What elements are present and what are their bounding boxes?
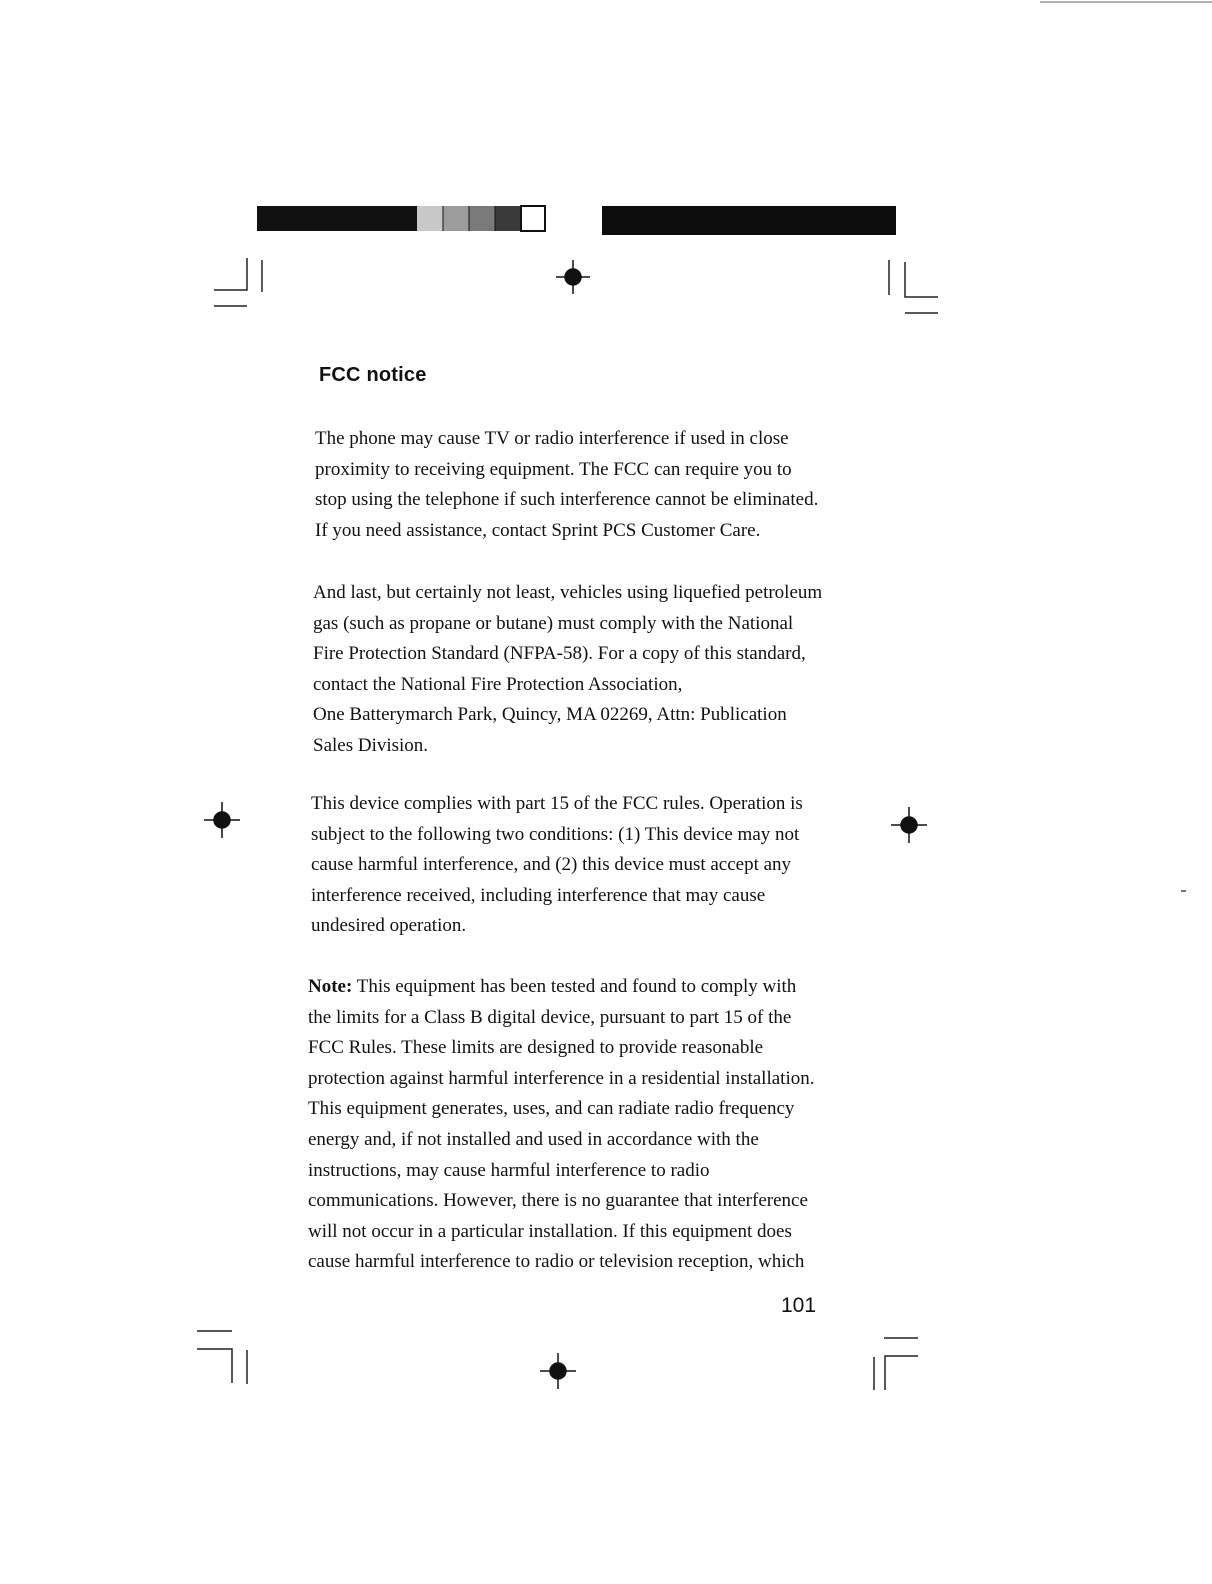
paragraph-part15-compliance <box>311 789 803 942</box>
text-line: communications. However, there is no guarantee that interference <box>308 1190 808 1212</box>
text-line: instructions, may cause harmful interference to radio <box>308 1159 710 1181</box>
text-line: the limits for a Class B digital device, pursuant to part 15 of the <box>308 1006 792 1028</box>
text-line: energy and, if not installed and used in accordance with the <box>308 1128 759 1150</box>
text-line: This device complies with part 15 of the FCC rules. Operation is <box>311 793 803 814</box>
registration-target-bottom <box>540 1353 576 1389</box>
paragraph-tv-interference <box>315 424 818 546</box>
text-line <box>308 972 814 1003</box>
page-number: 101 <box>781 1294 817 1317</box>
text-line: cause harmful interference to radio or television reception, which <box>308 1251 805 1273</box>
crop-mark-top-left <box>214 258 262 306</box>
text-line: And last, but certainly not least, vehicles using liquefied petroleum <box>313 582 823 603</box>
note-label: Note: <box>308 976 353 997</box>
paragraph-note-class-b <box>308 972 814 1278</box>
text-line: proximity to receiving equipment. The FCC can require you to <box>315 458 792 480</box>
text-line: stop using the telephone if such interference cannot be eliminated. <box>315 489 819 511</box>
text-line: undesired operation. <box>311 915 467 937</box>
section-heading: FCC notice <box>319 364 427 386</box>
crop-mark-bottom-right <box>874 1338 918 1390</box>
text-line: will not occur in a particular installation. If this equipment does <box>308 1220 792 1242</box>
paragraph-lpg-vehicles <box>313 578 822 762</box>
text-line: interference received, including interference that may cause <box>311 884 766 906</box>
text-line: One Batterymarch Park, Quincy, MA 02269, Attn: Publication <box>313 704 787 726</box>
registration-target-top <box>556 260 590 294</box>
text-line: contact the National Fire Protection Association, <box>313 673 683 695</box>
text-line: protection against harmful interference in a residential installation. <box>308 1067 815 1089</box>
header-bar-right <box>602 206 896 235</box>
text-line: This equipment generates, uses, and can radiate radio frequency <box>308 1098 795 1120</box>
text-line: cause harmful interference, and (2) this device must accept any <box>311 854 792 876</box>
text-line: gas (such as propane or butane) must comply with the National <box>313 612 794 634</box>
text-line: If you need assistance, contact Sprint PCS Customer Care. <box>315 519 761 541</box>
registration-target-left <box>204 802 240 838</box>
text-line: Sales Division. <box>313 734 429 756</box>
text-line: Fire Protection Standard (NFPA-58). For a copy of this standard, <box>313 643 806 665</box>
text-line: The phone may cause TV or radio interference if used in close <box>315 428 789 449</box>
note-first-line: This equipment has been tested and found to comply with <box>352 976 797 997</box>
crop-mark-bottom-left <box>197 1331 247 1384</box>
text-line: FCC Rules. These limits are designed to provide reasonable <box>308 1037 764 1059</box>
crop-mark-top-right <box>889 260 938 313</box>
text-line: subject to the following two conditions: (1) This device may not <box>311 823 800 845</box>
registration-target-right <box>891 807 927 843</box>
header-bar-left <box>257 206 545 231</box>
